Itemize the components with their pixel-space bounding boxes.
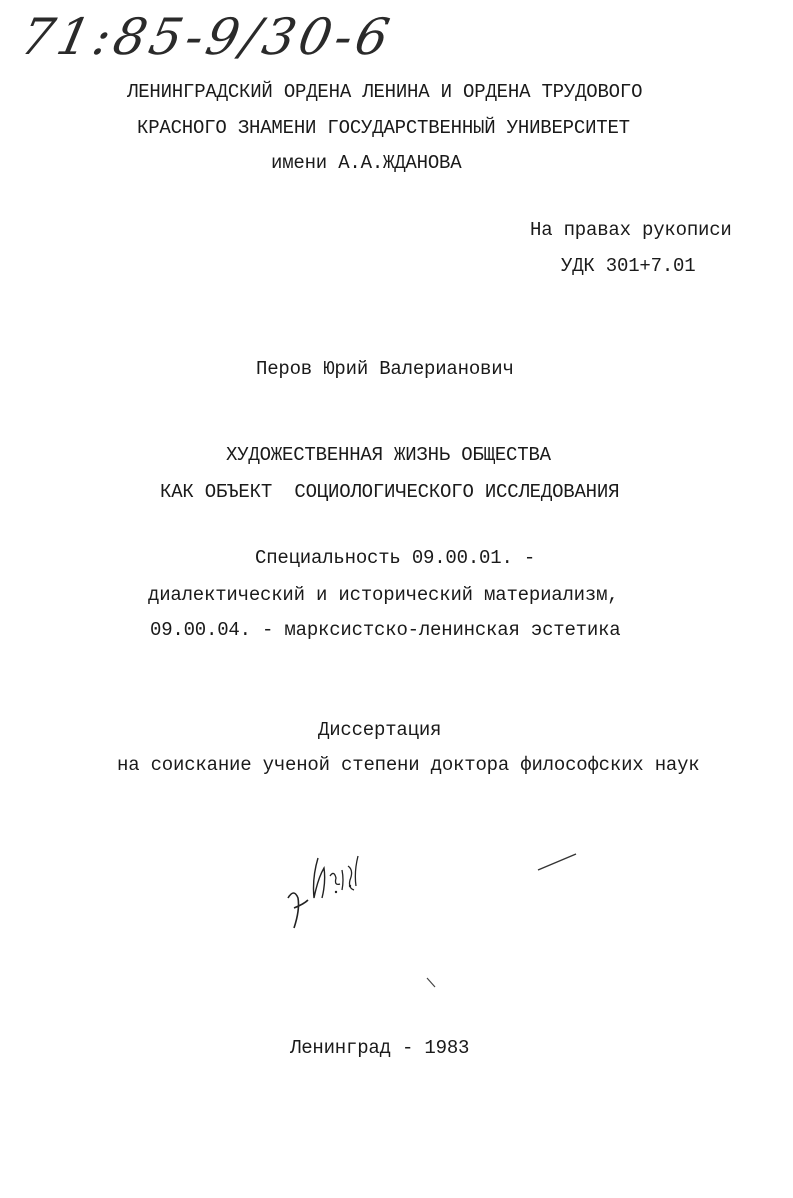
university-line-1: ЛЕНИНГРАДСКИЙ ОРДЕНА ЛЕНИНА И ОРДЕНА ТРУДОВОГО [127, 81, 643, 103]
city-year: Ленинград - 1983 [290, 1037, 470, 1059]
small-pen-mark [425, 975, 441, 991]
university-line-3: имени А.А.ЖДАНОВА [271, 152, 462, 174]
specialty-line-1: Специальность 09.00.01. - [255, 547, 536, 569]
archive-number-handwritten: 71:85-9/30-6 [15, 8, 399, 66]
dissertation-label: Диссертация [318, 719, 442, 741]
signature-scribble [280, 848, 390, 938]
title-line-2: КАК ОБЪЕКТ СОЦИОЛОГИЧЕСКОГО ИССЛЕДОВАНИЯ [160, 481, 620, 503]
specialty-line-3: 09.00.04. - марксистско-ленинская эстетика [150, 619, 621, 641]
degree-line: на соискание ученой степени доктора философских наук [117, 754, 700, 776]
manuscript-rights: На правах рукописи [530, 219, 732, 241]
pen-stroke-mark [536, 850, 580, 874]
university-line-2: КРАСНОГО ЗНАМЕНИ ГОСУДАРСТВЕННЫЙ УНИВЕРСИТЕТ [137, 117, 630, 139]
author-name: Перов Юрий Валерианович [256, 358, 514, 380]
udk-code: УДК 301+7.01 [561, 255, 696, 277]
specialty-line-2: диалектический и исторический материализм, [148, 584, 619, 606]
title-line-1: ХУДОЖЕСТВЕННАЯ ЖИЗНЬ ОБЩЕСТВА [226, 444, 551, 466]
